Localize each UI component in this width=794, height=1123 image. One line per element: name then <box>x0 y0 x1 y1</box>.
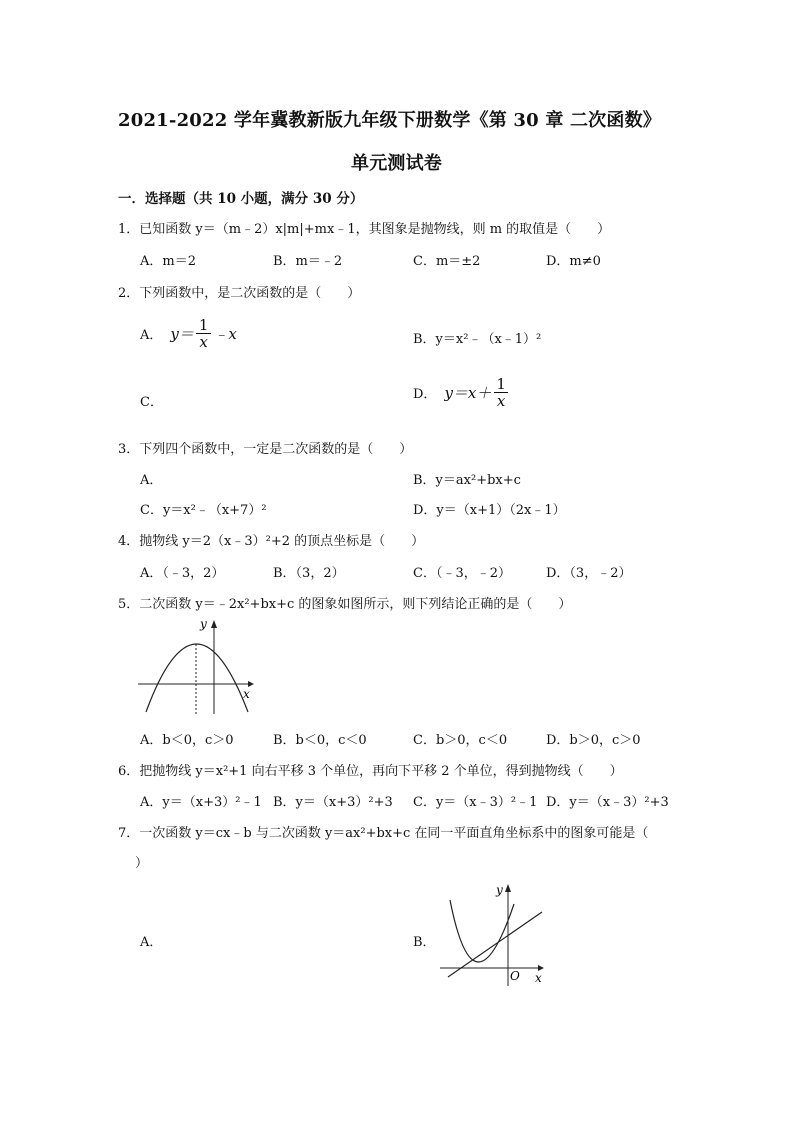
question-1-option-c: C．m＝±2 <box>413 254 481 269</box>
question-7-stem-line1: 7．一次函数 y＝cx﹣b 与二次函数 y＝ax²+bx+c 在同一平面直角坐标系中的图象可能是（ <box>118 826 649 841</box>
y-axis-label: y <box>496 883 503 897</box>
option-a-tail: ﹣x <box>213 325 237 343</box>
option-d-label: D． <box>413 387 437 402</box>
question-6-stem: 6．把抛物线 y＝x²+1 向右平移 3 个单位，再向下平移 2 个单位，得到抛物线（ ） <box>118 764 623 779</box>
question-2-option-d <box>413 376 511 409</box>
question-2-option-c: C． <box>140 395 163 410</box>
question-5-option-d: D．b＞0，c＞0 <box>546 733 641 748</box>
question-1-option-b: B．m＝﹣2 <box>273 254 343 269</box>
x-axis-label: x <box>535 971 542 985</box>
question-3-option-a: A． <box>140 473 163 488</box>
parabola-curve <box>450 900 514 962</box>
question-6-option-c: C．y＝（x﹣3）²﹣1 <box>413 795 538 810</box>
question-3-stem: 3．下列四个函数中，一定是二次函数的是（ ） <box>118 442 413 457</box>
x-axis-label: x <box>243 687 250 701</box>
question-6-option-b: B．y＝（x+3）²+3 <box>273 795 393 810</box>
question-3-option-b: B．y＝ax²+bx+c <box>413 473 521 488</box>
question-7-stem-line2: ） <box>135 856 149 871</box>
question-4-option-b: B．（3，2） <box>273 566 345 581</box>
question-3-option-c: C．y＝x²﹣（x+7）² <box>140 503 267 518</box>
y-axis-arrow-icon <box>211 620 217 628</box>
question-5-stem: 5．二次函数 y＝﹣2x²+bx+c 的图象如图所示，则下列结论正确的是（ ） <box>118 597 572 612</box>
question-2-option-a <box>140 317 237 350</box>
fraction-denominator: x <box>494 392 508 409</box>
question-4-option-d: D．（3，﹣2） <box>546 566 632 581</box>
option-d-fraction <box>493 376 509 409</box>
question-2-stem: 2．下列函数中，是二次函数的是（ ） <box>118 286 361 301</box>
y-axis-label: y <box>200 617 207 631</box>
fraction-denominator: x <box>196 333 210 350</box>
question-1-option-d: D．m≠0 <box>546 254 601 269</box>
question-7-option-a: A． <box>140 935 163 950</box>
question-4-option-a: A．（﹣3，2） <box>140 566 225 581</box>
question-4-stem: 4．抛物线 y＝2（x﹣3）²+2 的顶点坐标是（ ） <box>118 534 425 549</box>
question-6-option-a: A．y＝（x+3）²﹣1 <box>140 795 262 810</box>
fraction-numerator: 1 <box>496 375 506 393</box>
question-6-option-d: D．y＝（x﹣3）²+3 <box>546 795 669 810</box>
question-7-option-b: B． <box>413 935 436 950</box>
question-5-option-c: C．b＞0，c＜0 <box>413 733 508 748</box>
question-1-option-a: A．m＝2 <box>140 254 196 269</box>
page-title-line1: 2021-2022 学年冀教新版九年级下册数学《第 30 章 二次函数》 <box>118 110 661 131</box>
question-3-option-d: D．y＝（x+1）（2x﹣1） <box>413 503 566 518</box>
option-a-label: A． <box>140 328 163 343</box>
option-a-lhs: y＝ <box>170 325 194 343</box>
question-2-option-b: B．y＝x²﹣（x﹣1）² <box>413 332 542 347</box>
question-1-stem: 1．已知函数 y＝（m﹣2）x|m|+mx﹣1，其图象是抛物线，则 m 的取值是（ ） <box>118 222 611 237</box>
question-5-option-a: A．b＜0，c＞0 <box>140 733 234 748</box>
question-7-option-b-figure <box>438 882 548 988</box>
origin-label: O <box>510 969 520 983</box>
question-5-parabola-figure <box>136 616 256 716</box>
option-d-lhs: y＝x＋ <box>444 384 492 402</box>
question-5-option-b: B．b＜0，c＜0 <box>273 733 367 748</box>
y-axis-arrow-icon <box>505 884 511 892</box>
section-header: 一．选择题（共 10 小题，满分 30 分） <box>118 191 364 207</box>
page-title-line2: 单元测试卷 <box>351 153 442 174</box>
question-4-option-c: C．（﹣3，﹣2） <box>413 566 511 581</box>
option-a-fraction <box>196 317 212 350</box>
fraction-numerator: 1 <box>198 316 209 334</box>
parabola-curve <box>146 644 248 712</box>
